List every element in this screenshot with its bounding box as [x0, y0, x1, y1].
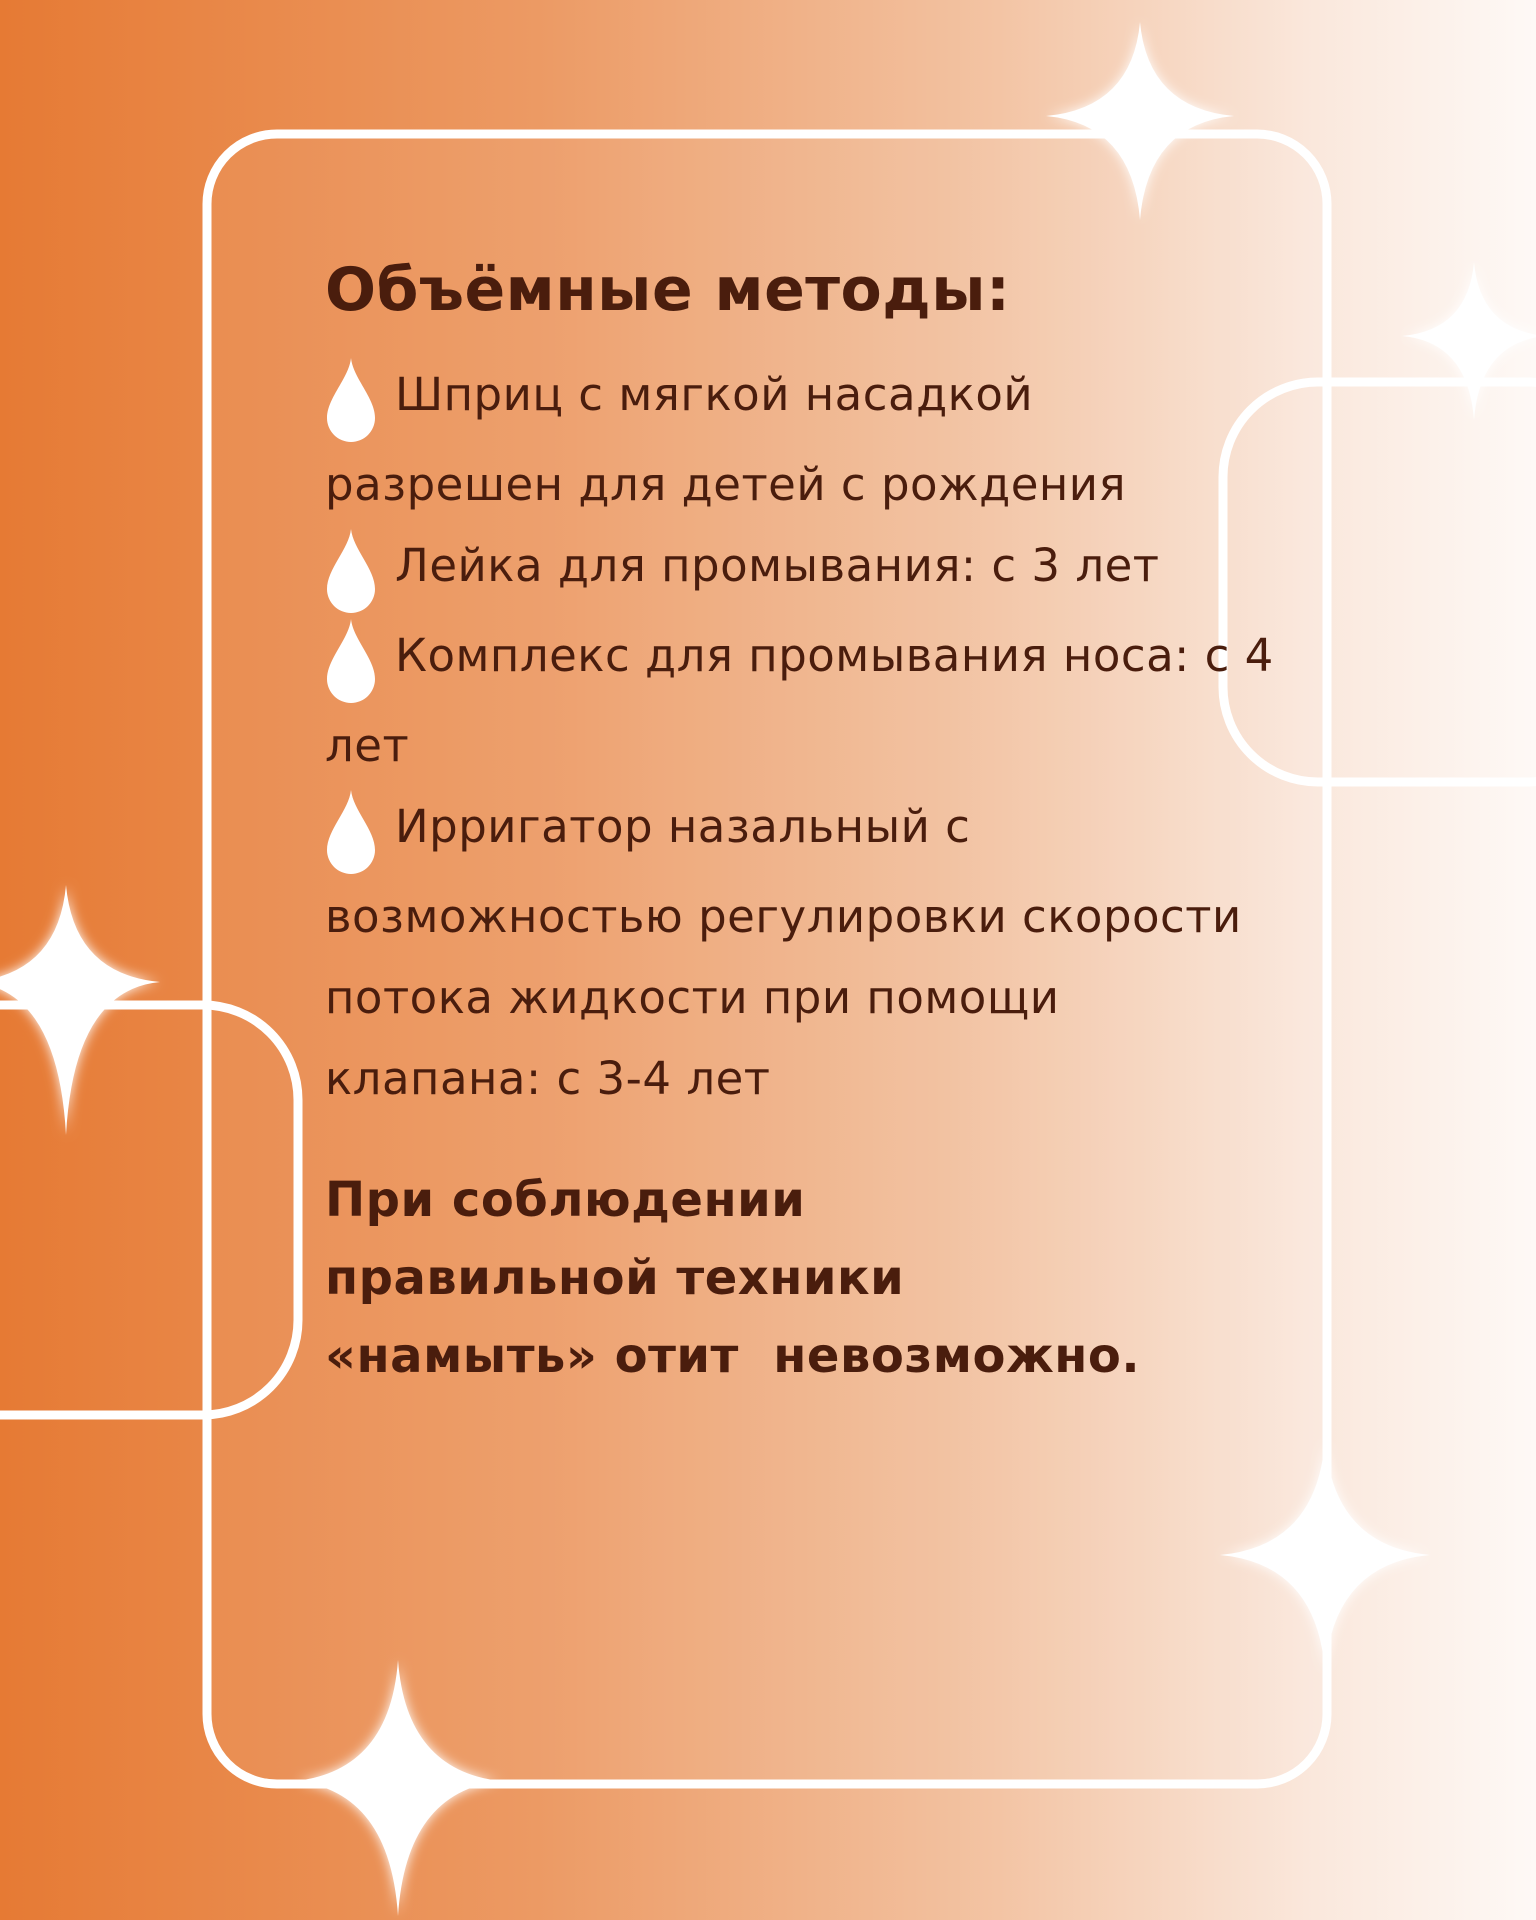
page-title: Объёмные методы: [325, 255, 1011, 325]
list-item-text: Шприц с мягкой насадкой разрешен для детей с рождения [325, 368, 1127, 511]
content-card [325, 250, 1285, 1395]
methods-list [325, 354, 1285, 1119]
list-item-text: Лейка для промывания: с 3 лет [395, 539, 1160, 592]
list-item [325, 615, 1285, 786]
sparkle-icon [0, 885, 160, 1135]
sparkle-icon [1402, 262, 1536, 420]
list-item-text: Ирригатор назальный с возможностью регулировки скорости потока жидкости при помощи клапана: с 3-4 лет [325, 800, 1242, 1105]
conclusion-line: «намыть» отит невозможно. [325, 1328, 1141, 1384]
list-item [325, 354, 1285, 525]
drop-icon [325, 788, 377, 876]
drop-icon [325, 356, 377, 444]
drop-icon [325, 617, 377, 705]
list-item-text: Комплекс для промывания носа: с 4 лет [325, 629, 1274, 772]
conclusion-line: правильной техники [325, 1250, 905, 1306]
conclusion-text [325, 1161, 1285, 1395]
list-item [325, 786, 1285, 1119]
list-item [325, 525, 1285, 615]
drop-icon [325, 527, 377, 615]
conclusion-line: При соблюдении [325, 1172, 806, 1228]
